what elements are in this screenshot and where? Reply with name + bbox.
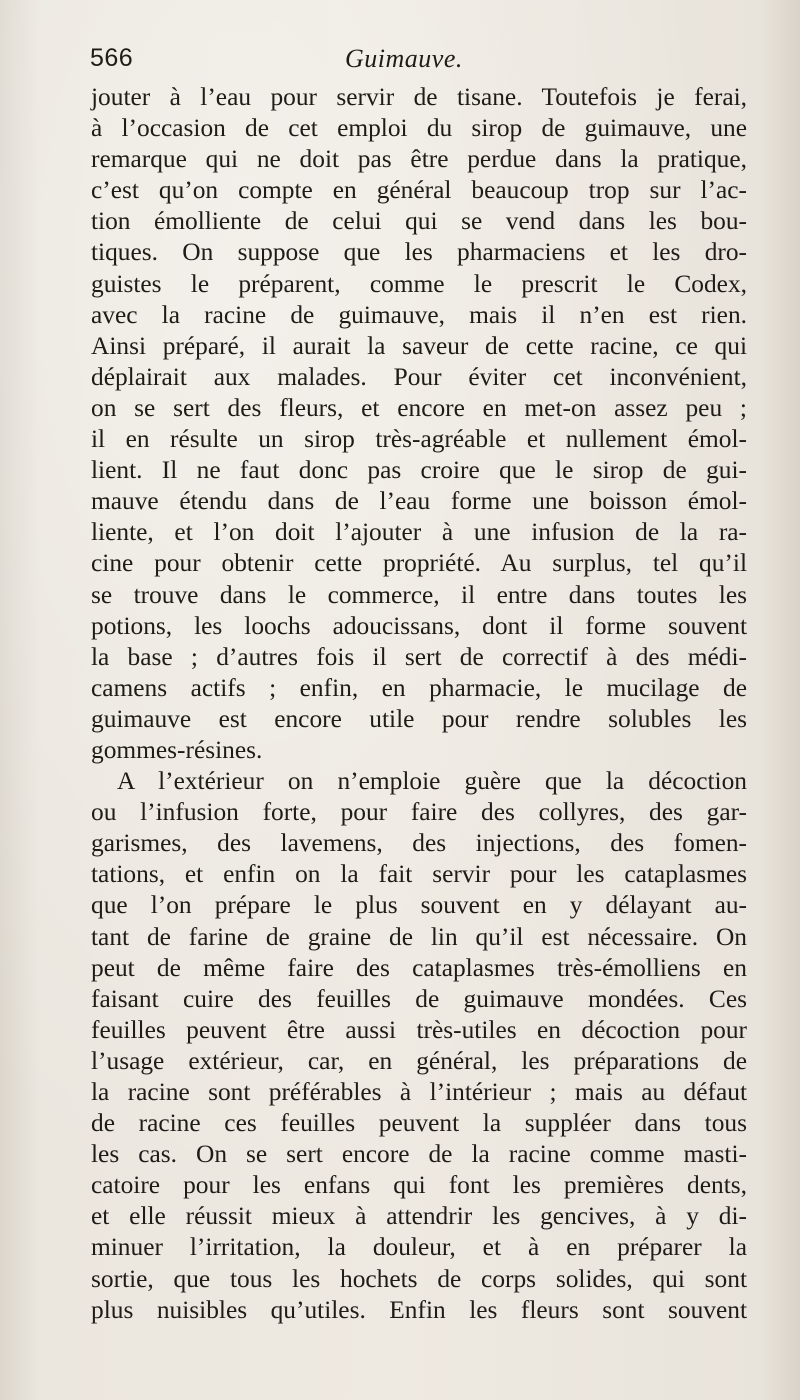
text-line: feuilles peuvent être aussi très-utiles en décoction pour [91, 1015, 747, 1044]
text-line: les cas. On se sert encore de la racine comme masti- [91, 1140, 747, 1169]
text-line: Ainsi préparé, il aurait la saveur de cette racine, ce qui [91, 331, 747, 360]
text-line: ou l’infusion forte, pour faire des collyres, des gar- [91, 798, 747, 827]
text-line: guimauve est encore utile pour rendre solubles les [91, 704, 747, 733]
body-text [91, 82, 747, 1326]
text-line: on se sert des fleurs, et encore en met-on assez peu ; [91, 393, 747, 422]
text-line: potions, les loochs adoucissans, dont il forme souvent [91, 611, 747, 640]
text-line: camens actifs ; enfin, en pharmacie, le mucilage de [91, 673, 747, 702]
text-line: à l’occasion de cet emploi du sirop de guimauve, une [91, 114, 747, 143]
text-line: tion émolliente de celui qui se vend dans les bou- [91, 207, 747, 236]
text-line: sortie, que tous les hochets de corps solides, qui sont [91, 1264, 747, 1293]
running-title: Guimauve. [345, 44, 463, 73]
text-line: remarque qui ne doit pas être perdue dans la pratique, [91, 145, 747, 174]
text-line: jouter à l’eau pour servir de tisane. Toutefois je ferai, [91, 83, 747, 111]
text-line: il en résulte un sirop très-agréable et nullement émol- [91, 425, 747, 454]
text-line: de racine ces feuilles peuvent la suppléer dans tous [91, 1109, 747, 1138]
text-line: tations, et enfin on la fait servir pour les cataplasmes [91, 860, 747, 889]
text-line: mauve étendu dans de l’eau forme une boisson émol- [91, 487, 747, 516]
text-line: minuer l’irritation, la douleur, et à en préparer la [91, 1233, 747, 1262]
paragraph-start-line: A l’extérieur on n’emploie guère que la décoction [117, 767, 747, 796]
text-line: c’est qu’on compte en général beaucoup trop sur l’ac- [91, 176, 747, 205]
text-line: l’usage extérieur, car, en général, les préparations de [91, 1046, 747, 1075]
text-line: et elle réussit mieux à attendrir les gencives, à y di- [91, 1202, 747, 1231]
text-line: tant de farine de graine de lin qu’il est nécessaire. On [91, 922, 747, 951]
text-line: peut de même faire des cataplasmes très-émolliens en [91, 953, 747, 982]
page-header [90, 44, 740, 84]
text-line: se trouve dans le commerce, il entre dans toutes les [91, 580, 747, 609]
text-line: catoire pour les enfans qui font les premières dents, [91, 1171, 747, 1200]
text-line: déplairait aux malades. Pour éviter cet inconvénient, [91, 362, 747, 391]
text-line: que l’on prépare le plus souvent en y délayant au- [91, 891, 747, 920]
text-line: cine pour obtenir cette propriété. Au surplus, tel qu’il [91, 549, 747, 578]
paragraph-end-line: gommes-résines. [91, 735, 263, 764]
text-line: tiques. On suppose que les pharmaciens et les dro- [91, 238, 747, 267]
text-line: avec la racine de guimauve, mais il n’en est rien. [91, 300, 747, 329]
text-line: plus nuisibles qu’utiles. Enfin les fleurs sont souvent [91, 1295, 747, 1324]
page-number: 566 [90, 44, 134, 72]
text-line: garismes, des lavemens, des injections, des fomen- [91, 829, 747, 858]
text-line: la base ; d’autres fois il sert de correctif à des médi- [91, 642, 747, 671]
text-line: la racine sont préférables à l’intérieur ; mais au défaut [91, 1078, 747, 1106]
text-line: lient. Il ne faut donc pas croire que le sirop de gui- [91, 456, 747, 485]
text-line: faisant cuire des feuilles de guimauve mondées. Ces [91, 984, 747, 1013]
text-line: liente, et l’on doit l’ajouter à une infusion de la ra- [91, 518, 747, 547]
text-line: guistes le préparent, comme le prescrit le Codex, [91, 269, 747, 298]
